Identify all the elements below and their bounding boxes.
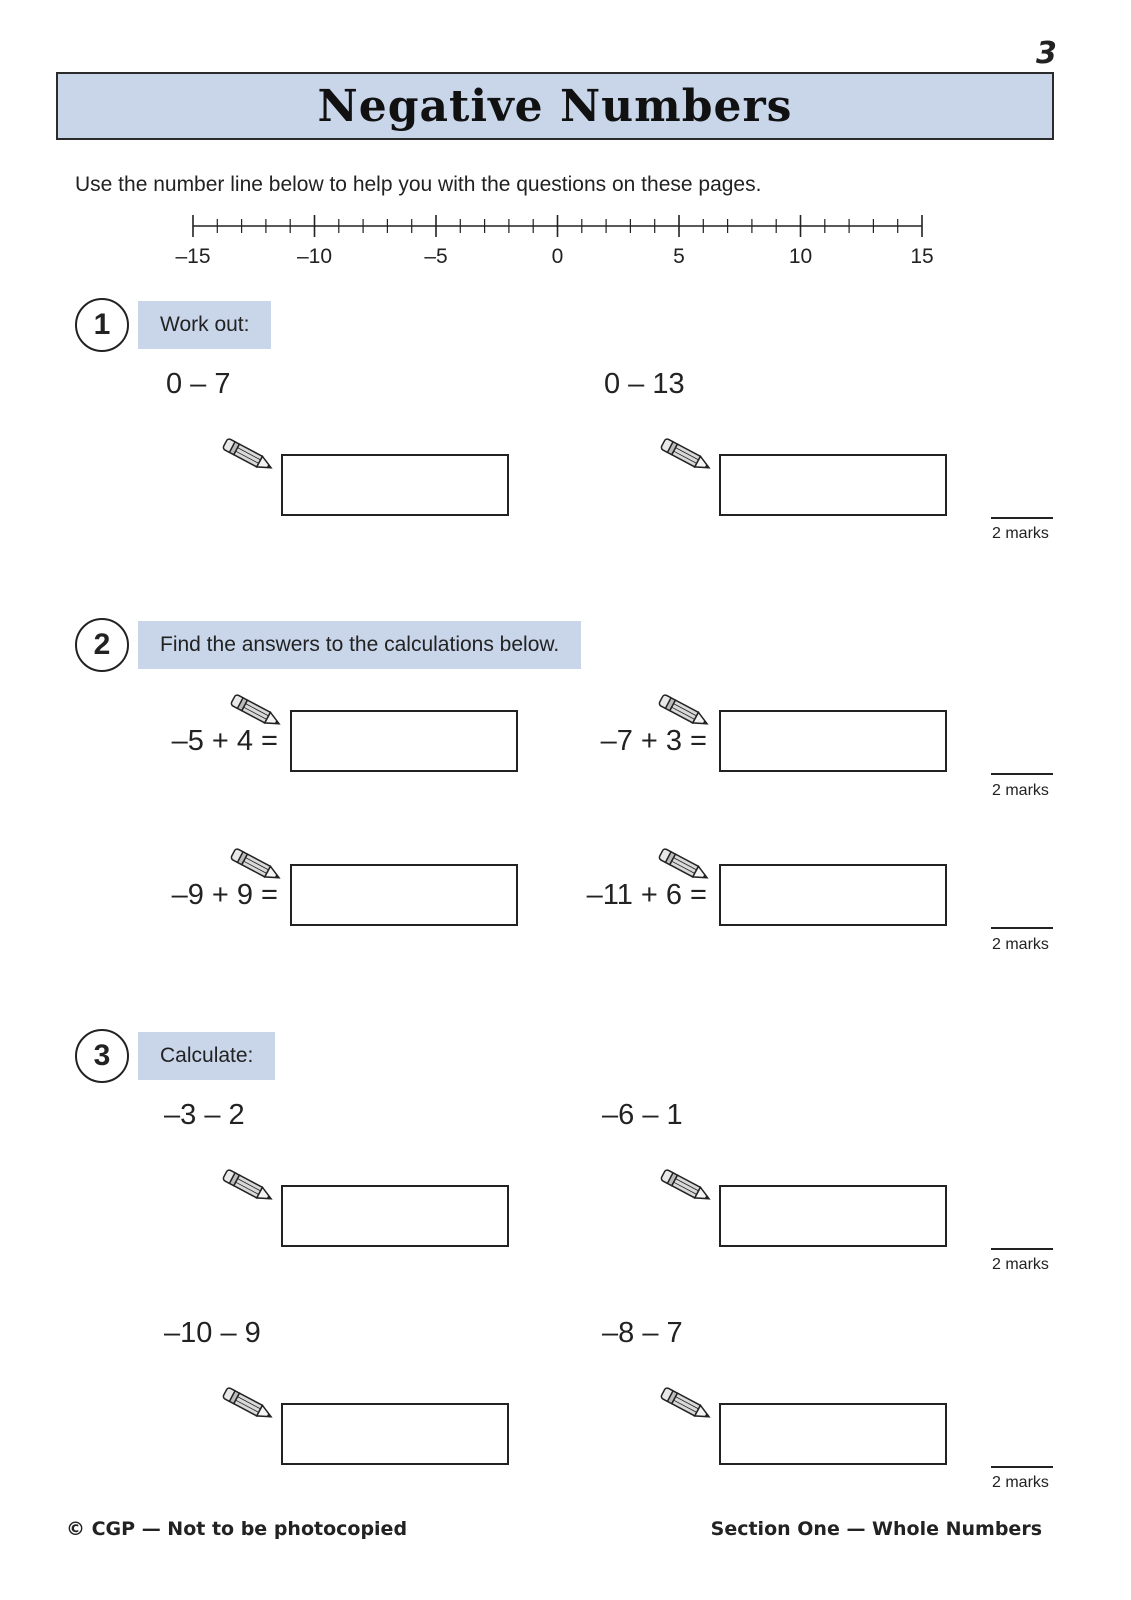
- q2-expression-c: –9 + 9 =: [171, 879, 278, 911]
- marks-text: 2 marks: [992, 1256, 1049, 1273]
- page-number: 3: [1036, 36, 1057, 71]
- marks-text: 2 marks: [992, 525, 1049, 542]
- number-line-label: 10: [788, 245, 813, 268]
- question-1-label: Work out:: [138, 301, 271, 349]
- q2-answer-box-b[interactable]: [719, 710, 947, 772]
- pencil-icon: [658, 438, 716, 474]
- q1-answer-box-b[interactable]: [719, 454, 947, 516]
- number-line: [160, 208, 960, 272]
- marks-line: [991, 1248, 1053, 1250]
- marks-text: 2 marks: [992, 1474, 1049, 1491]
- marks-line: [991, 1466, 1053, 1468]
- q3-answer-box-a[interactable]: [281, 1185, 509, 1247]
- intro-text: Use the number line below to help you with the questions on these pages.: [75, 173, 762, 196]
- q3-answer-box-d[interactable]: [719, 1403, 947, 1465]
- pencil-icon: [220, 1387, 278, 1423]
- marks-line: [991, 927, 1053, 929]
- q2-answer-box-d[interactable]: [719, 864, 947, 926]
- number-line-label: –15: [175, 245, 211, 268]
- q1-expression-a: 0 – 7: [166, 368, 231, 400]
- marks-line: [991, 773, 1053, 775]
- q2-answer-box-a[interactable]: [290, 710, 518, 772]
- q2-answer-box-c[interactable]: [290, 864, 518, 926]
- question-2-number: 2: [75, 618, 129, 672]
- marks-text: 2 marks: [992, 936, 1049, 953]
- q3-answer-box-b[interactable]: [719, 1185, 947, 1247]
- q2-expression-a: –5 + 4 =: [171, 725, 278, 757]
- question-3-label: Calculate:: [138, 1032, 275, 1080]
- q3-expression-c: –10 – 9: [164, 1317, 261, 1349]
- footer-section: Section One — Whole Numbers: [710, 1518, 1042, 1540]
- number-line-labels: [175, 245, 933, 268]
- q3-expression-b: –6 – 1: [602, 1099, 683, 1131]
- q3-expression-d: –8 – 7: [602, 1317, 683, 1349]
- pencil-icon: [220, 438, 278, 474]
- number-line-label: –10: [296, 245, 333, 268]
- pencil-icon: [658, 1169, 716, 1205]
- number-line-label: –5: [424, 245, 448, 268]
- q1-answer-box-a[interactable]: [281, 454, 509, 516]
- q2-expression-b: –7 + 3 =: [600, 725, 707, 757]
- question-3-number: 3: [75, 1029, 129, 1083]
- pencil-icon: [658, 1387, 716, 1423]
- number-line-label: 0: [551, 245, 564, 268]
- page-title: Negative Numbers: [317, 80, 793, 132]
- footer-copyright: © CGP — Not to be photocopied: [66, 1518, 408, 1540]
- q2-expression-d: –11 + 6 =: [586, 879, 707, 911]
- title-bar: [56, 72, 1054, 140]
- q3-answer-box-c[interactable]: [281, 1403, 509, 1465]
- pencil-icon: [220, 1169, 278, 1205]
- q1-expression-b: 0 – 13: [604, 368, 685, 400]
- marks-text: 2 marks: [992, 782, 1049, 799]
- number-line-label: 5: [673, 245, 685, 268]
- number-line-label: 15: [910, 245, 934, 268]
- q3-expression-a: –3 – 2: [164, 1099, 245, 1131]
- question-1-number: 1: [75, 298, 129, 352]
- question-2-label: Find the answers to the calculations below.: [138, 621, 581, 669]
- marks-line: [991, 517, 1053, 519]
